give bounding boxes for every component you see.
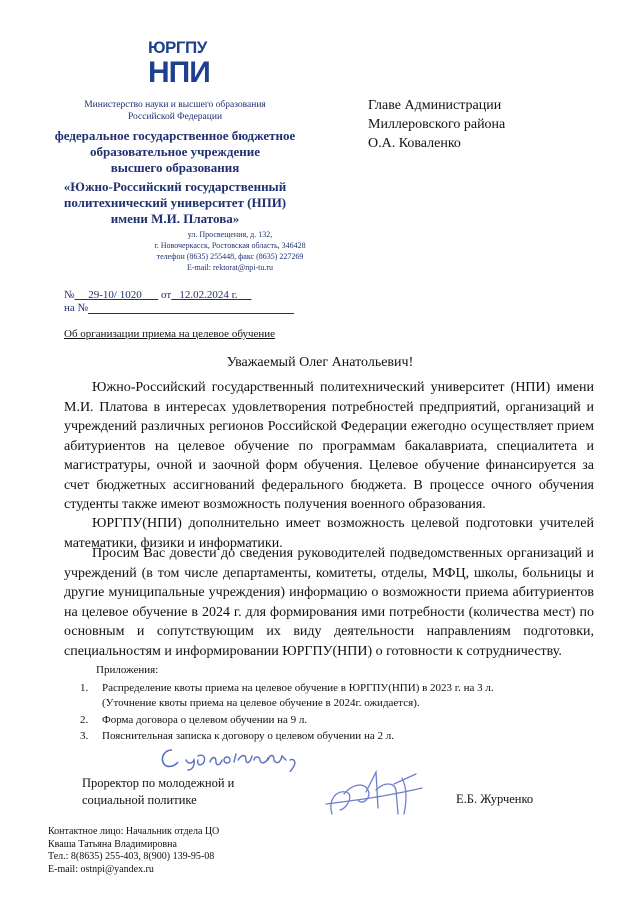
addressee-line-2: Миллеровского района (368, 117, 506, 132)
org-name-line-3: имени М.И. Платова» (110, 211, 240, 226)
handwritten-regards-icon (158, 742, 318, 772)
date-value: 12.02.2024 г. (179, 289, 238, 301)
contact-phone: Тел.: 8(8635) 255-403, 8(900) 139-95-08 (48, 851, 215, 862)
logo-text-top: ЮРГПУ (148, 38, 207, 57)
addressee-line-1: Главе Администрации (368, 98, 502, 113)
attachments-title: Приложения: (96, 664, 159, 676)
signer-position-line-2: социальной политике (82, 793, 197, 807)
attachment-item: (Уточнение квоты приема на целевое обучение в 2024г. ожидается). (102, 697, 420, 709)
body-paragraph-1: Южно-Российский государственный политехнический университет (НПИ) имени М.И. Платова в интересах удовлетворения потребностей предприятий, организаций и учреждений различных регионов Российской Федерации ежегодно осуществляет прием абитуриентов на целевое обучение по программам бакалавриата, специалитета и магистратуры, очной и заочной форм обучения. Целевое обучение финансируется за счет бюджетных ассигнований федерального бюджета. В процессе очного обучения студенты также имеют возможность получения военного образования. (64, 380, 594, 512)
body-paragraph-2: ЮРГПУ(НПИ) дополнительно имеет возможность целевой подготовки учителей математики, физики и информатики. (64, 516, 594, 551)
attachment-item: 3. Пояснительная записка к договору о целевом обучении на 2 л. (80, 730, 394, 742)
address-line-1: ул. Просвещения, д. 132, (187, 230, 273, 239)
signer-position (82, 775, 234, 809)
date-label: от (160, 289, 172, 301)
org-type-line-1: федеральное государственное бюджетное (54, 128, 296, 143)
country-line: Российской Федерации (127, 112, 223, 122)
reply-number-label: на № (64, 302, 89, 314)
signer-position-line-1: Проректор по молодежной и (82, 776, 235, 790)
org-type-line-3: высшего образования (110, 160, 240, 175)
contact-email: E-mail: ostnpi@yandex.ru (48, 863, 154, 875)
attachment-item: 1. Распределение квоты приема на целевое обучение в ЮРГПУ(НПИ) в 2023 г. на 3 л. (80, 682, 494, 694)
org-type-line-2: образовательное учреждение (90, 144, 260, 159)
number-label: № (64, 289, 75, 301)
contact-block (48, 826, 219, 876)
addressee-block (368, 96, 505, 153)
reply-number-line (88, 300, 294, 314)
greeting: Уважаемый Олег Анатольевич! (226, 355, 414, 370)
signer-name: Е.Б. Журченко (456, 792, 534, 806)
university-logo (148, 38, 210, 89)
handwritten-signature-icon (318, 770, 430, 820)
contact-line-2: Кваша Татьяна Владимировна (48, 838, 177, 850)
logo-text-bottom: НПИ (148, 56, 210, 89)
contact-line-1: Контактное лицо: Начальник отдела ЦО (48, 826, 220, 837)
ministry-line: Министерство науки и высшего образования (84, 100, 266, 110)
org-name-line-2: политехнический университет (НПИ) (63, 195, 287, 210)
address-line-2: г. Новочеркасск, Ростовская область, 346428 (154, 241, 306, 250)
org-name-line-1: «Южно-Российский государственный (63, 179, 287, 194)
body-paragraph-3: Просим Вас довести до сведения руководителей подведомственных организаций и учреждений (в том числе департаменты, комитеты, отделы, МФЦ, школы, больницы и другие муниципальные учреждения) информацию о возможности приема абитуриентов на целевое обучение в 2024 г. для формирования ими потребности (количества мест) по основным и сопутствующим их виду деятельности направлениям подготовки, специальностям и информировании ЮРГПУ(НПИ) о готовности к сотрудничеству. (64, 546, 594, 659)
attachment-item: 2. Форма договора о целевом обучении на 9 л. (80, 714, 308, 726)
letter-subject: Об организации приема на целевое обучение (64, 328, 276, 340)
number-value: 29-10/ 1020 (88, 289, 142, 301)
address-line-3: телефон (8635) 255448, факс (8635) 227269 (156, 252, 304, 261)
addressee-line-3: О.А. Коваленко (368, 136, 461, 151)
address-line-4: E-mail: rektorat@npi-tu.ru (186, 263, 273, 272)
